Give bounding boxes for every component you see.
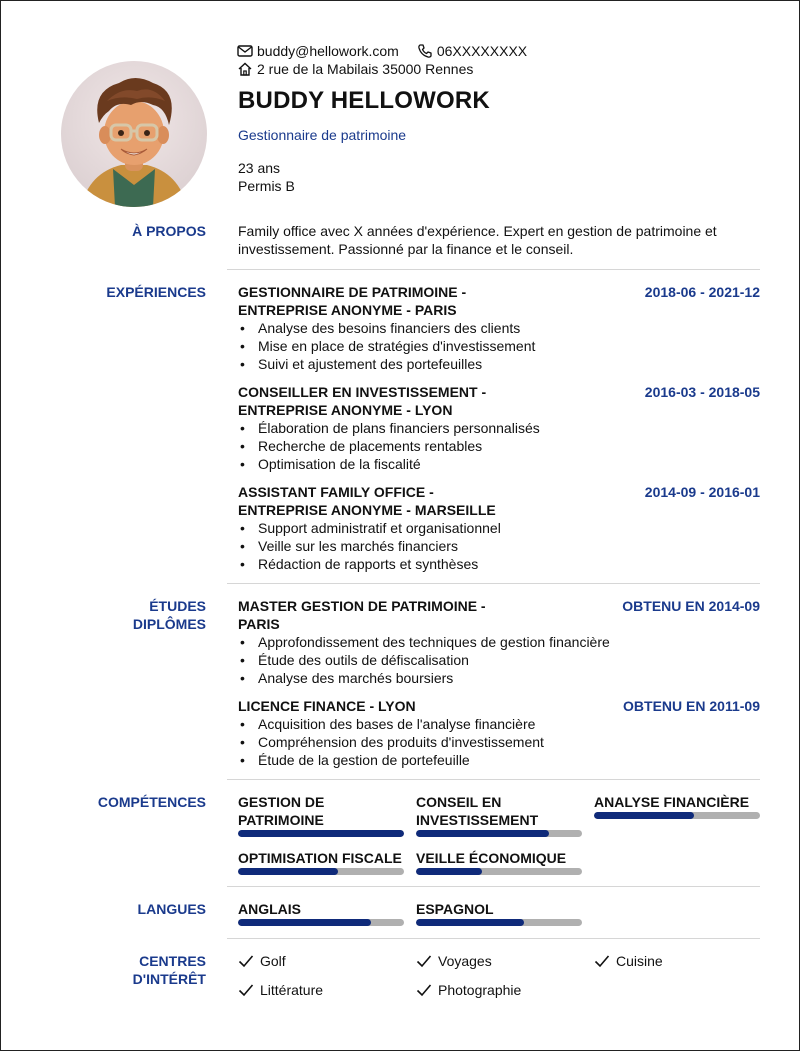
- list-item: • Mise en place de stratégies d'investissement: [238, 337, 760, 355]
- skills-section: [1, 793, 800, 883]
- list-item: • Élaboration de plans financiers personnalisés: [238, 419, 760, 437]
- interest-label: Cuisine: [616, 953, 663, 969]
- skill-item: [594, 793, 760, 811]
- home-icon: [237, 61, 253, 77]
- list-item: • Analyse des besoins financiers des clients: [238, 319, 760, 337]
- entry-title: LICENCE FINANCE - LYON: [238, 698, 416, 714]
- interests-section: [1, 952, 800, 1012]
- section-label-languages: LANGUES: [137, 901, 206, 917]
- checkmark-icon: [594, 954, 610, 968]
- skill-name: VEILLE ÉCONOMIQUE: [416, 850, 567, 866]
- checkmark-icon: [416, 983, 432, 997]
- label-line: DIPLÔMES: [132, 616, 206, 632]
- label-line: D'INTÉRÊT: [132, 971, 206, 987]
- language-name: ANGLAIS: [238, 901, 301, 917]
- list-item: • Acquisition des bases de l'analyse financière: [238, 715, 760, 733]
- divider: [227, 583, 760, 584]
- list-item: • Compréhension des produits d'investissement: [238, 733, 760, 751]
- list-item: • Recherche de placements rentables: [238, 437, 760, 455]
- interest-item: [416, 981, 521, 999]
- skill-name: CONSEIL EN INVESTISSEMENT: [416, 794, 539, 828]
- language-level-bar: [238, 919, 404, 926]
- interest-item: [238, 952, 286, 970]
- label-line: CENTRES: [139, 953, 206, 969]
- skill-name: ANALYSE FINANCIÈRE: [594, 794, 750, 810]
- divider: [227, 779, 760, 780]
- divider: [227, 269, 760, 270]
- job-title: Gestionnaire de patrimoine: [238, 127, 407, 143]
- list-item: • Veille sur les marchés financiers: [238, 537, 760, 555]
- email-text: buddy@hellowork.com: [257, 43, 399, 59]
- address-text: 2 rue de la Mabilais 35000 Rennes: [257, 61, 474, 77]
- skill-level-bar: [416, 830, 582, 837]
- interest-label: Golf: [260, 953, 286, 969]
- list-item: • Rédaction de rapports et synthèses: [238, 555, 760, 573]
- list-item: • Support administratif et organisationnel: [238, 519, 760, 537]
- language-name: ESPAGNOL: [416, 901, 494, 917]
- list-item: • Suivi et ajustement des portefeuilles: [238, 355, 760, 373]
- experience-entry: [238, 283, 760, 373]
- envelope-icon: [237, 44, 253, 58]
- skill-item: [416, 793, 582, 829]
- entry-title: ASSISTANT FAMILY OFFICE - ENTREPRISE ANONYME - MARSEILLE: [238, 484, 496, 518]
- checkmark-icon: [238, 983, 254, 997]
- section-label-interests: [16, 952, 206, 988]
- education-entry: [238, 597, 760, 687]
- list-item: • Étude des outils de défiscalisation: [238, 651, 760, 669]
- entry-title: MASTER GESTION DE PATRIMOINE - PARIS: [238, 598, 486, 632]
- phone-text: 06XXXXXXXX: [436, 43, 528, 59]
- personal-info: [238, 159, 295, 195]
- interest-item: [594, 952, 663, 970]
- entry-date: 2016-03 - 2018-05: [644, 384, 760, 400]
- interest-item: [238, 981, 323, 999]
- list-item: • Optimisation de la fiscalité: [238, 455, 760, 473]
- full-name: BUDDY HELLOWORK: [238, 87, 490, 114]
- skill-level-bar: [594, 812, 760, 819]
- skill-item: [416, 849, 582, 867]
- divider: [227, 938, 760, 939]
- contact-info: [237, 42, 545, 78]
- list-item: • Étude de la gestion de portefeuille: [238, 751, 760, 769]
- skill-level-bar: [238, 830, 404, 837]
- about-text: Family office avec X années d'expérience. Expert en gestion de patrimoine et investissement. Passionné par la finance et le conseil.: [238, 223, 717, 257]
- entry-date: 2018-06 - 2021-12: [644, 284, 760, 300]
- divider: [227, 886, 760, 887]
- list-item: • Analyse des marchés boursiers: [238, 669, 760, 687]
- interest-item: [416, 952, 492, 970]
- driving-license: Permis B: [238, 178, 295, 194]
- entry-title: GESTIONNAIRE DE PATRIMOINE - ENTREPRISE ANONYME - PARIS: [238, 284, 467, 318]
- interest-label: Voyages: [438, 953, 492, 969]
- entry-title: CONSEILLER EN INVESTISSEMENT - ENTREPRISE ANONYME - LYON: [238, 384, 487, 418]
- entry-date: OBTENU EN 2011-09: [623, 698, 760, 714]
- interest-label: Littérature: [260, 982, 324, 998]
- skill-name: OPTIMISATION FISCALE: [238, 850, 402, 866]
- checkmark-icon: [238, 954, 254, 968]
- experience-entry: [238, 483, 760, 573]
- education-entry: [238, 697, 760, 769]
- entry-date: OBTENU EN 2014-09: [622, 598, 760, 614]
- list-item: • Approfondissement des techniques de gestion financière: [238, 633, 760, 651]
- skill-level-bar: [416, 868, 582, 875]
- entry-date: 2014-09 - 2016-01: [644, 484, 760, 500]
- profile-photo: [61, 61, 207, 207]
- skill-name: GESTION DE PATRIMOINE: [238, 794, 325, 828]
- checkmark-icon: [416, 954, 432, 968]
- age: 23 ans: [238, 160, 281, 176]
- section-label-education: [16, 597, 206, 633]
- language-item: [416, 900, 582, 918]
- section-label-about: À PROPOS: [132, 223, 206, 239]
- interest-label: Photographie: [438, 982, 522, 998]
- language-level-bar: [416, 919, 582, 926]
- skill-item: [238, 849, 404, 867]
- phone-icon: [417, 43, 433, 59]
- languages-section: [1, 900, 800, 930]
- label-line: ÉTUDES: [149, 598, 206, 614]
- section-label-skills: COMPÉTENCES: [97, 794, 206, 810]
- skill-item: [238, 793, 404, 829]
- language-item: [238, 900, 404, 918]
- skill-level-bar: [238, 868, 404, 875]
- experience-entry: [238, 383, 760, 473]
- section-label-experiences: EXPÉRIENCES: [106, 284, 206, 300]
